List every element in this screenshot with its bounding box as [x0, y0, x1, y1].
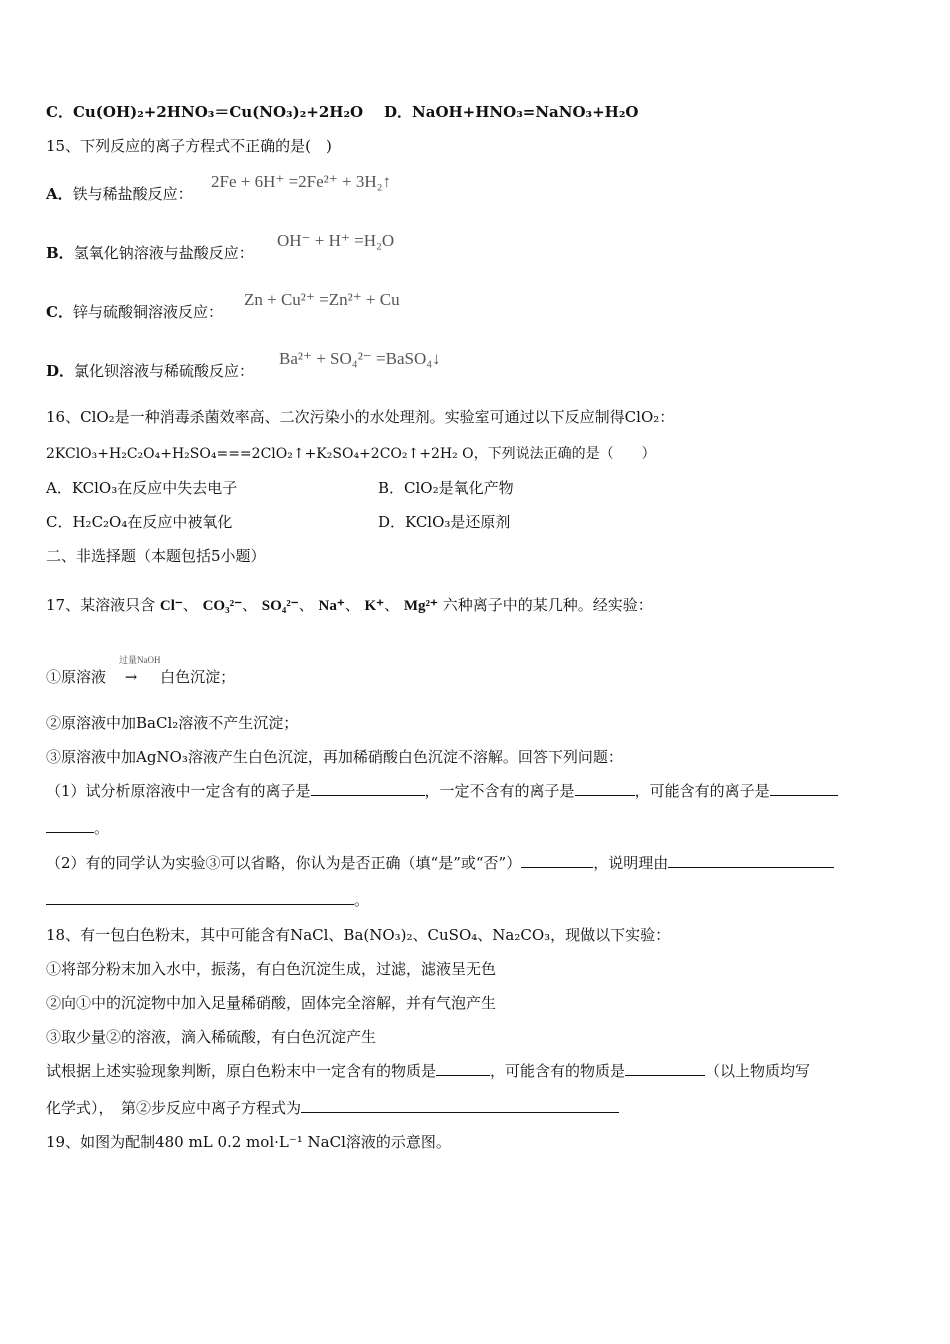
q14-option-c-text: Cu(OH)₂+2HNO₃＝Cu(NO₃)₂+2H₂O	[72, 103, 364, 121]
answer-blank[interactable]	[301, 1098, 619, 1113]
q18-exp1: ①将部分粉末加入水中，振荡，有白色沉淀生成，过滤，滤液呈无色	[46, 960, 497, 978]
q15-stem: 15、下列反应的离子方程式不正确的是( )	[46, 137, 332, 155]
q17-stem-prefix: 17、某溶液只含	[46, 596, 156, 614]
q15-option-a-label: A．	[46, 185, 73, 203]
q17-exp1-b: 白色沉淀；	[160, 668, 236, 686]
q17-exp1	[46, 667, 235, 687]
q18-stem: 18、有一包白色粉末，其中可能含有NaCl、Ba(NO₃)₂、CuSO₄、Na₂CO₃，现做以下实验：	[46, 926, 671, 944]
q16-option-b: B．ClO₂是氧化产物	[378, 479, 514, 497]
q17-sub1-cont	[46, 818, 109, 838]
q14-option-d-label: D．	[384, 103, 413, 121]
q16-reaction: 2KClO₃+H₂C₂O₄+H₂SO₄===2ClO₂↑+K₂SO₄+2CO₂↑+2H₂ O，下列说法正确的是（ ）	[46, 446, 656, 462]
q18-question-cont	[46, 1098, 619, 1118]
q16-option-d: D．KClO₃是还原剂	[378, 513, 511, 531]
q15-option-c-label: C．	[46, 303, 73, 321]
ion-so4: SO₄²⁻	[261, 598, 299, 614]
answer-blank[interactable]	[668, 853, 834, 868]
q17-exp1-a: ①原溶液	[46, 668, 107, 686]
q17-sub2-cont	[46, 890, 369, 910]
q14-option-c-label: C．	[46, 103, 73, 121]
q17-sub1-b: ，一定不含有的离子是	[424, 782, 575, 800]
q16-option-a: A．KClO₃在反应中失去电子	[46, 479, 238, 497]
q17-sub1-end: 。	[94, 819, 110, 837]
q15-option-b-label: B．	[46, 244, 74, 262]
q15-option-d-equation: Ba²⁺ + SO₄²⁻ =BaSO₄↓	[279, 349, 441, 368]
q17-exp3: ③原溶液中加AgNO₃溶液产生白色沉淀，再加稀硝酸白色沉淀不溶解。回答下列问题：	[46, 748, 623, 766]
section-2-heading: 二、非选择题（本题包括5小题）	[46, 547, 266, 565]
q17-sub1-a: （1）试分析原溶液中一定含有的离子是	[46, 782, 311, 800]
q15-option-d-text: 氯化钡溶液与稀硫酸反应：	[74, 362, 255, 380]
q17-exp1-arrow: →	[124, 668, 138, 686]
q17-sub1-c: ，可能含有的离子是	[634, 782, 770, 800]
q15-option-b-text: 氢氧化钠溶液与盐酸反应：	[73, 244, 254, 262]
q17-stem: 17、某溶液只含 Cl⁻、 CO₃²⁻、 SO₄²⁻、 Na⁺、 K⁺、 Mg²⁺ 六种离子中的某几种。经实验：	[46, 596, 653, 614]
q17-exp2: ②原溶液中加BaCl₂溶液不产生沉淀；	[46, 714, 299, 732]
q17-sub1	[46, 781, 838, 801]
ion-mg: Mg²⁺	[403, 598, 438, 614]
q15-option-c-text: 锌与硫酸铜溶液反应：	[72, 303, 223, 321]
q17-exp1-reagent: 过量NaOH	[119, 655, 161, 665]
ion-k: K⁺	[364, 598, 385, 614]
q14-option-d-text: NaOH+HNO₃=NaNO₃+H₂O	[412, 103, 639, 121]
q18-exp3: ③取少量②的溶液，滴入稀硫酸，有白色沉淀产生	[46, 1028, 377, 1046]
answer-blank[interactable]	[436, 1061, 490, 1076]
q16-option-c: C．H₂C₂O₄在反应中被氧化	[46, 513, 233, 531]
q15-option-b	[46, 243, 254, 263]
q14-option-c-d	[46, 102, 639, 122]
q17-stem-suffix: 六种离子中的某几种。经实验：	[442, 596, 653, 614]
ion-na: Na⁺	[318, 598, 345, 614]
answer-blank[interactable]	[46, 890, 354, 905]
q19-stem: 19、如图为配制480 mL 0.2 mol·L⁻¹ NaCl溶液的示意图。	[46, 1133, 451, 1151]
answer-blank[interactable]	[770, 781, 838, 796]
q17-sub2-b: ，说明理由	[593, 854, 669, 872]
q18-question-d: 化学式）， 第②步反应中离子方程式为	[46, 1099, 302, 1117]
ion-co3: CO₃²⁻	[202, 598, 242, 614]
q15-option-d	[46, 361, 254, 381]
q18-question	[46, 1061, 810, 1081]
q15-option-c	[46, 302, 223, 322]
answer-blank[interactable]	[575, 781, 635, 796]
q18-exp2: ②向①中的沉淀物中加入足量稀硝酸，固体完全溶解，并有气泡产生	[46, 994, 497, 1012]
q18-question-c: （以上物质均写	[705, 1062, 811, 1080]
q15-option-b-equation: OH⁻ + H⁺ =H₂O	[277, 231, 395, 250]
q15-option-a	[46, 184, 193, 204]
answer-blank[interactable]	[521, 853, 593, 868]
q18-question-a: 试根据上述实验现象判断，原白色粉末中一定含有的物质是	[46, 1062, 437, 1080]
q17-sub2-a: （2）有的同学认为实验③可以省略，你认为是否正确（填“是”或“否”）	[46, 854, 522, 872]
q17-sub2-end: 。	[354, 891, 370, 909]
q15-option-a-equation: 2Fe + 6H⁺ =2Fe²⁺ + 3H₂↑	[211, 172, 392, 191]
q18-question-b: ，可能含有的物质是	[490, 1062, 626, 1080]
q16-stem: 16、ClO₂是一种消毒杀菌效率高、二次污染小的水处理剂。实验室可通过以下反应制得ClO₂：	[46, 408, 675, 426]
answer-blank[interactable]	[311, 781, 425, 796]
ion-cl: Cl⁻	[159, 598, 183, 614]
q17-sub2	[46, 853, 834, 873]
answer-blank[interactable]	[46, 818, 94, 833]
answer-blank[interactable]	[625, 1061, 705, 1076]
q15-option-c-equation: Zn + Cu²⁺ =Zn²⁺ + Cu	[244, 290, 400, 309]
q15-option-d-label: D．	[46, 362, 75, 380]
q15-option-a-text: 铁与稀盐酸反应：	[72, 185, 193, 203]
